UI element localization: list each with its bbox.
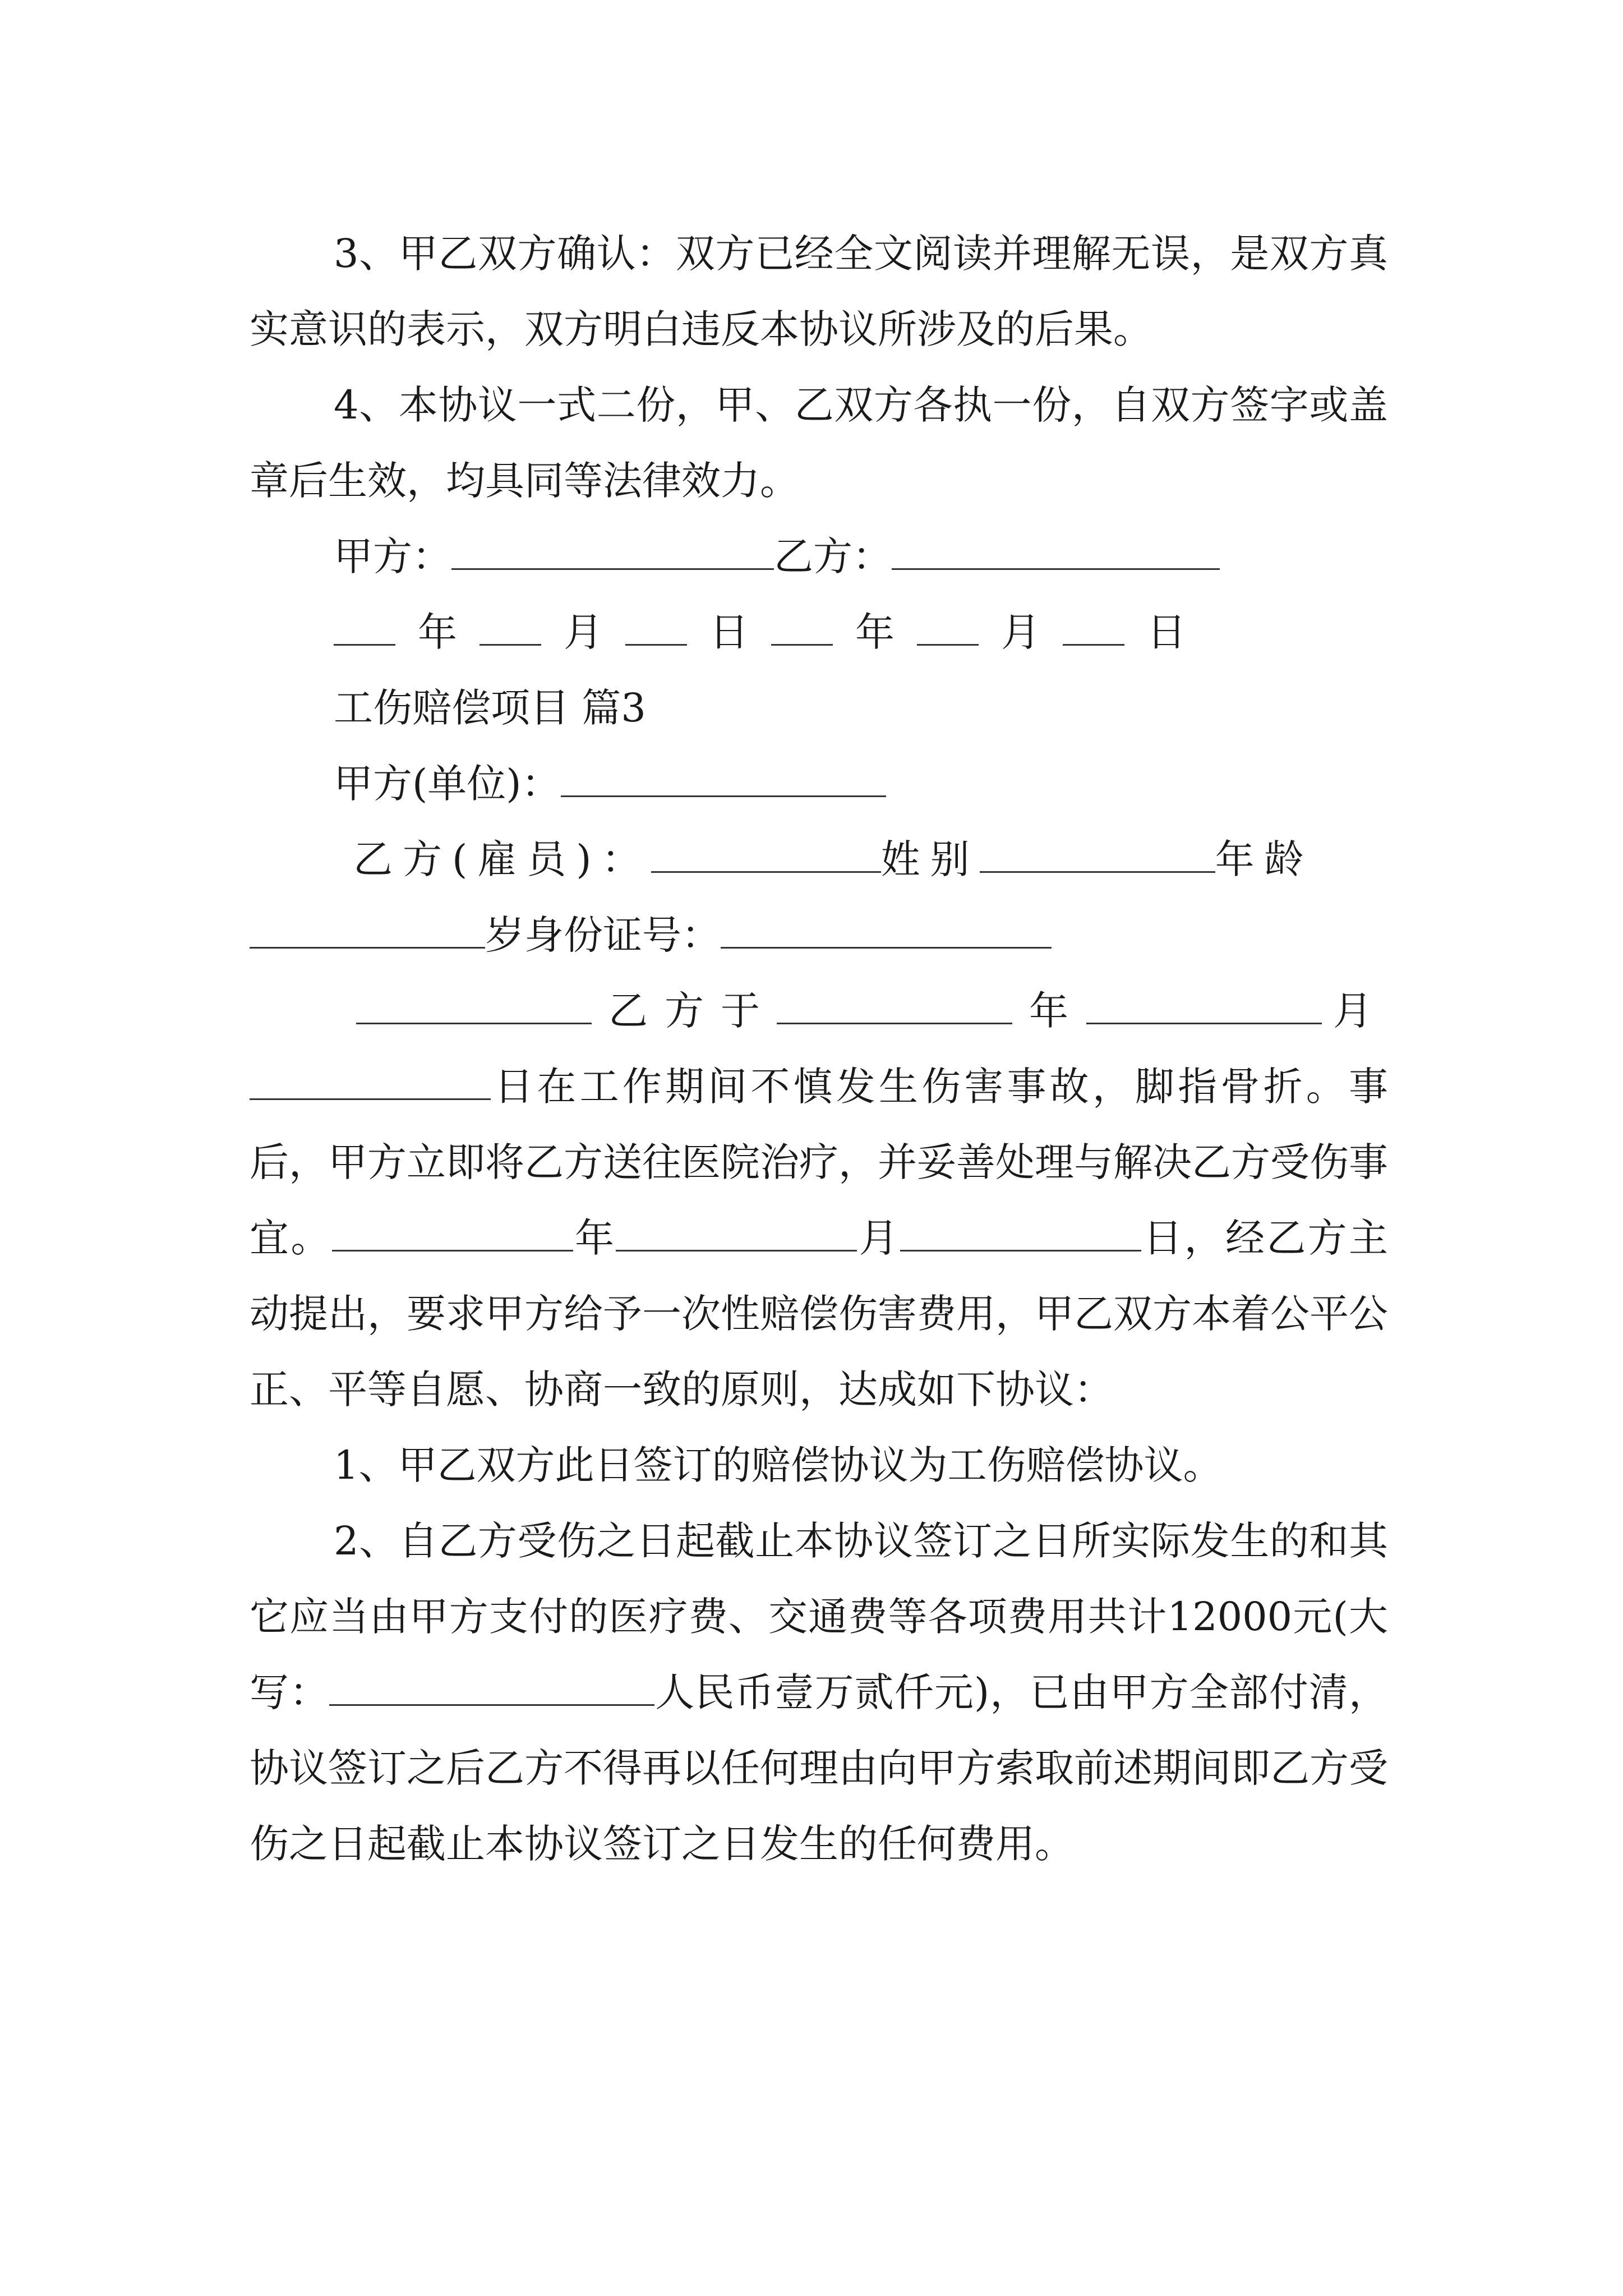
year-blank [332, 1214, 573, 1251]
clause-3-confirmation: 3、甲乙双方确认：双方已经全文阅读并理解无误，是双方真实意识的表示，双方明白违反本协议所涉及的后果。 [250, 231, 1388, 352]
date-line [250, 595, 1388, 670]
injury-date-line [250, 973, 1388, 1049]
gender-label: 姓别 [880, 836, 980, 882]
party-b-on-label: 乙方于 [608, 988, 777, 1034]
party-a-unit-label: 甲方(单位)： [334, 761, 561, 807]
id-number-line [250, 898, 1388, 973]
incident-text: 日在工作期间不慎发生伤害事故，脚指骨折。事后，甲方立即将乙方送往医院治疗，并妥善处理与解决乙方受伤事宜。 [250, 1064, 1388, 1261]
month-label: 月 [857, 1215, 901, 1261]
document-body [250, 216, 1388, 1882]
party-a-unit-line [250, 746, 1388, 822]
party-a-label: 甲方： [334, 533, 451, 579]
year-label: 年 [418, 609, 457, 655]
clause-2-text-cont: 人民币壹万贰仟元)，已由甲方全部付清，协议签订之后乙方不得再以任何理由向甲方索取前述期间即乙方受伤之日起截止本协议签订之日发生的任何费用。 [250, 1669, 1389, 1867]
id-number-blank [721, 912, 1052, 949]
year-label: 年 [1029, 988, 1075, 1034]
day-label: 日， [1141, 1215, 1226, 1261]
incident-agreement-text: 经乙方主动提出，要求甲方给予一次性赔偿伤害费用，甲乙双方本着公平公正、平等自愿、协商一致的原则，达成如下协议： [250, 1215, 1389, 1412]
party-b-label: 乙方： [774, 533, 892, 579]
party-b-employee-line [250, 822, 1388, 898]
year-label: 年 [855, 609, 895, 655]
month-blank [616, 1214, 857, 1251]
date-blank [334, 609, 395, 646]
id-label: 岁身份证号： [485, 912, 721, 958]
month-label: 月 [1333, 988, 1379, 1034]
party-a-blank [451, 533, 774, 570]
party-b-name-blank [651, 836, 881, 873]
date-blank [479, 609, 541, 646]
date-blank [1063, 609, 1124, 646]
party-a-unit-blank [561, 760, 886, 797]
incident-paragraph [250, 1049, 1388, 1428]
year-label: 年 [573, 1215, 616, 1261]
date-blank [917, 609, 979, 646]
clause-1: 1、甲乙双方此日签订的赔偿协议为工伤赔偿协议。 [334, 1442, 1223, 1488]
age-blank [250, 912, 485, 949]
clause-2 [250, 1503, 1388, 1882]
day-label: 日 [709, 609, 749, 655]
day-label: 日 [1147, 609, 1186, 655]
date-blank [625, 609, 687, 646]
party-b-blank [356, 987, 592, 1024]
day-blank [250, 1063, 491, 1100]
gender-blank [980, 836, 1215, 873]
month-label: 月 [1001, 609, 1040, 655]
age-label: 年龄 [1215, 836, 1314, 882]
party-b-blank [892, 533, 1220, 570]
clause-2-text: 2、自乙方受伤之日起截止本协议签订之日所实际发生的和其它应当由甲方支付的医疗费、交通费等各项费用共计12000元(大写： [250, 1518, 1388, 1715]
party-b-employee-label: 乙方(雇员)： [353, 836, 651, 882]
date-blank [771, 609, 833, 646]
day-blank [900, 1214, 1141, 1251]
clause-4-copies: 4、本协议一式二份，甲、乙双方各执一份，自双方签字或盖章后生效，均具同等法律效力。 [250, 382, 1388, 504]
signature-line [250, 519, 1388, 595]
section-title: 工伤赔偿项目 篇3 [334, 685, 646, 731]
month-label: 月 [564, 609, 603, 655]
amount-in-words-blank [329, 1669, 654, 1706]
year-blank [777, 987, 1012, 1024]
month-blank [1086, 987, 1322, 1024]
